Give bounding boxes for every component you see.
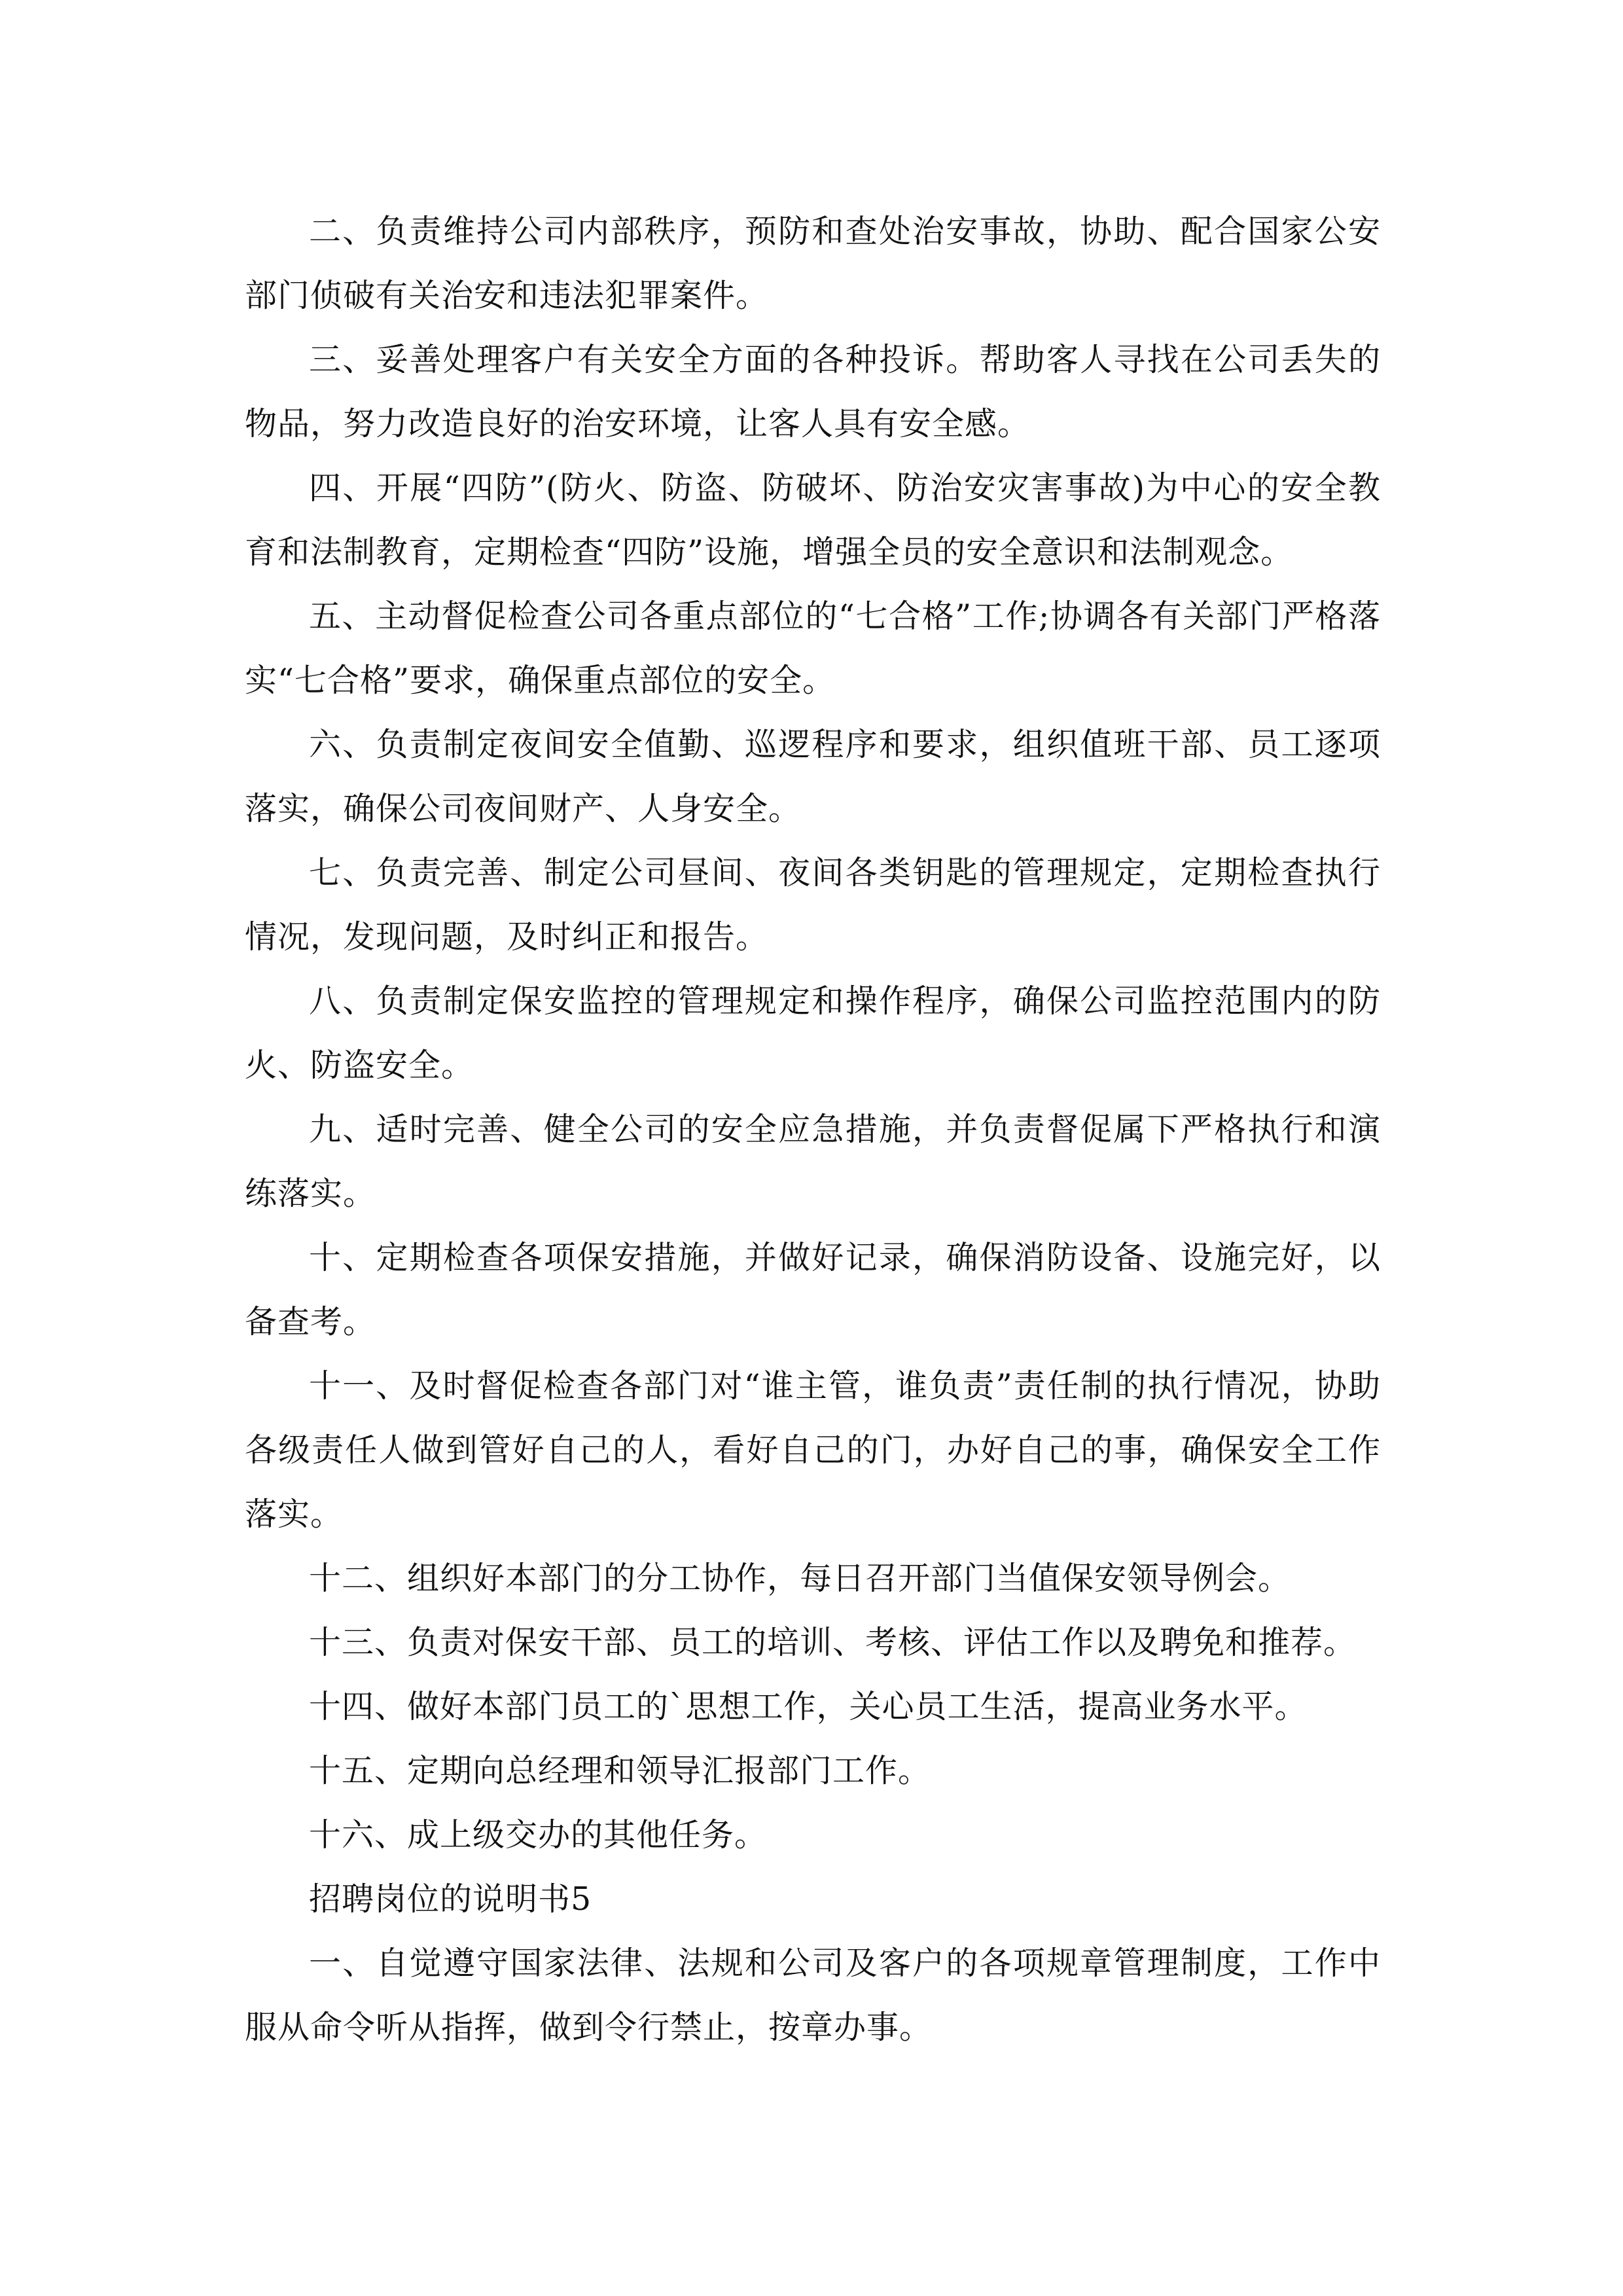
paragraph-5: 五、主动督促检查公司各重点部位的“七合格”工作;协调各有关部门严格落实“七合格”要求，确保重点部位的安全。 (245, 598, 1381, 699)
paragraph-11: 十一、及时督促检查各部门对“谁主管，谁负责”责任制的执行情况，协助各级责任人做到管好自己的人，看好自己的门，办好自己的事，确保安全工作落实。 (245, 1367, 1381, 1533)
paragraph-10: 十、定期检查各项保安措施，并做好记录，确保消防设备、设施完好，以备查考。 (245, 1239, 1381, 1340)
paragraph-15: 十五、定期向总经理和领导汇报部门工作。 (309, 1752, 931, 1789)
section-heading: 招聘岗位的说明书5 (309, 1880, 592, 1918)
paragraph-6: 六、负责制定夜间安全值勤、巡逻程序和要求，组织值班干部、员工逐项落实，确保公司夜间财产、人身安全。 (245, 726, 1381, 827)
paragraph-8: 八、负责制定保安监控的管理规定和操作程序，确保公司监控范围内的防火、防盗安全。 (245, 982, 1381, 1084)
paragraph-14: 十四、做好本部门员工的`思想工作，关心员工生活，提高业务水平。 (309, 1688, 1308, 1725)
paragraph-4: 四、开展“四防”(防火、防盗、防破坏、防治安灾害事故)为中心的安全教育和法制教育，定期检查“四防”设施，增强全员的安全意识和法制观念。 (245, 469, 1381, 571)
section-paragraph-1: 一、自觉遵守国家法律、法规和公司及客户的各项规章管理制度，工作中服从命令听从指挥，做到令行禁止，按章办事。 (245, 1945, 1381, 2046)
paragraph-12: 十二、组织好本部门的分工协作，每日召开部门当值保安领导例会。 (309, 1560, 1291, 1597)
document-body (245, 200, 1381, 2060)
paragraph-9: 九、适时完善、健全公司的安全应急措施，并负责督促属下严格执行和演练落实。 (245, 1111, 1381, 1212)
paragraph-7: 七、负责完善、制定公司昼间、夜间各类钥匙的管理规定，定期检查执行情况，发现问题，及时纠正和报告。 (245, 854, 1381, 956)
paragraph-2: 二、负责维持公司内部秩序，预防和查处治安事故，协助、配合国家公安部门侦破有关治安和违法犯罪案件。 (245, 213, 1381, 314)
paragraph-13: 十三、负责对保安干部、员工的培训、考核、评估工作以及聘免和推荐。 (309, 1624, 1357, 1661)
paragraph-16: 十六、成上级交办的其他任务。 (309, 1816, 768, 1854)
paragraph-3: 三、妥善处理客户有关安全方面的各种投诉。帮助客人寻找在公司丢失的物品，努力改造良好的治安环境，让客人具有安全感。 (245, 341, 1381, 442)
